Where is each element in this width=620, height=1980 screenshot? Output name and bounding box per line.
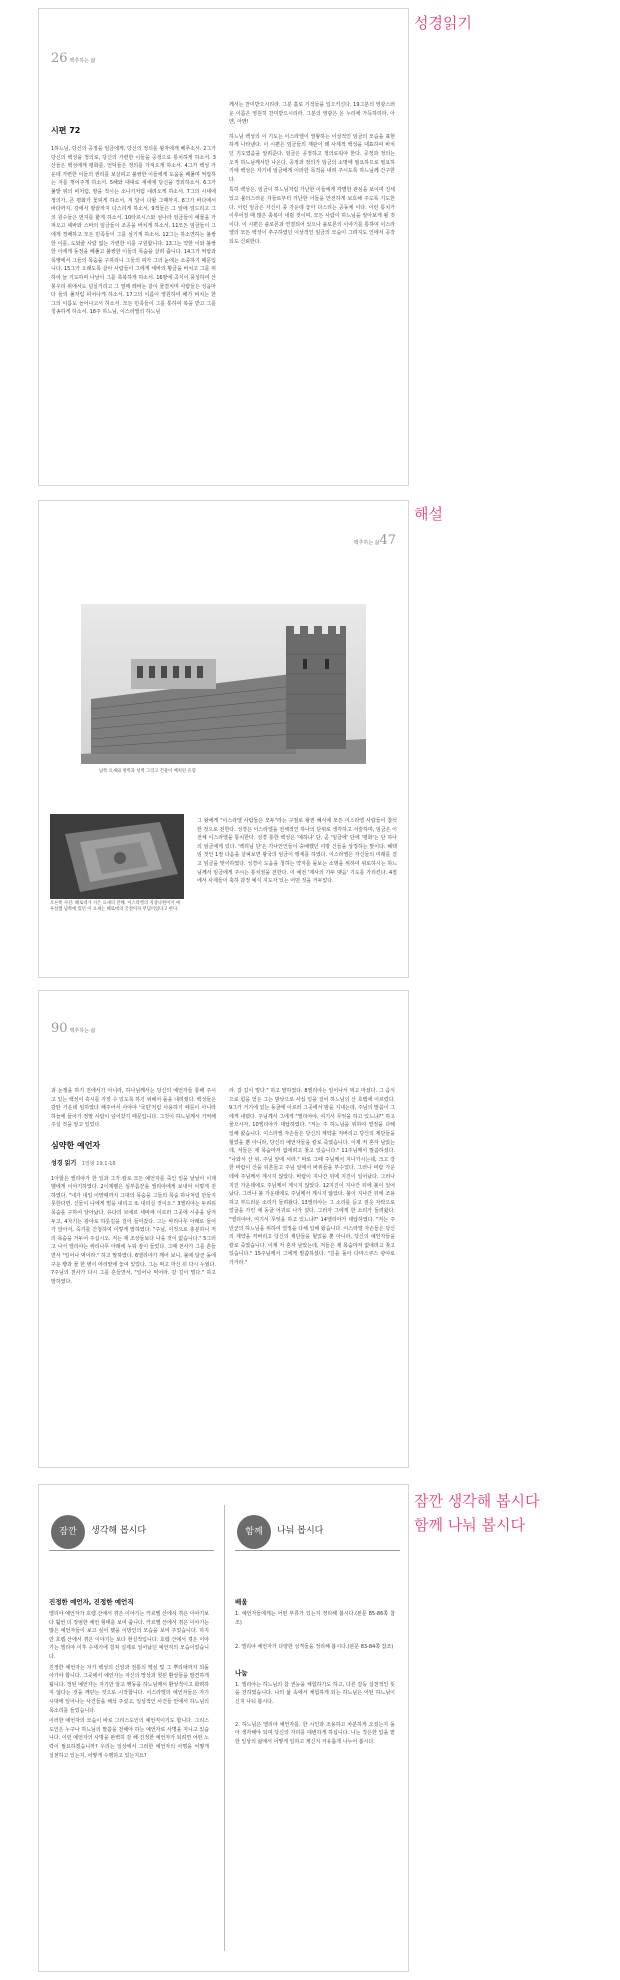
scripture-text: 1아합은 엘리야가 한 일과 그가 칼로 모든 예언자를 죽인 일을 낱낱이 이제벨에게 이야기하였다. 2이제벨은 심부름꾼을 엘리야에게 보내어 이렇게 전하였다. "내가 내일 이맘때까지 그대의 목숨을 그들의 목숨 하나처럼 만들지 못한다면, 신들이 나에게 벌을 내리고 또 내리실 것이오." 3엘리야는 두려워 목숨을 구하여 달아났다. 유다의 브에르 세바에 이르러 그곳에 시종을 남겨 두고, 4자기는 광야로 하룻길을 걸어 들어갔다. 그는 싸리나무 아래로 들어가 앉아서, 죽기를 간청하여 이렇게 말하였다. "주님, 이것으로 충분하니 저의 목숨을 거두어 주십시오. 저는 제 조상들보다 나을 것이 없습니다." 5그러고 나서 엘리야는 싸리나무 아래에 누워 잠이 들었다. 그때 천사가 그를 흔들면서 "일어나 먹어라." 하고 말하였다. 6엘리야가 깨어 보니, 불에 달군 돌에 구운 빵과 물 한 병이 머리맡에 놓여 있었다. 그는 먹고 마신 뒤 다시 누웠다. 7주님의 천사가 다시 그를 흔들면서, "일어나 먹어라. 갈 길이 멀다." 하고 말하였다. (51, 1175, 216, 1285)
side-label-think: 잠깐 생각해 봅시다 (414, 1492, 540, 1510)
psalm-text: 1하느님, 당신의 공정을 임금에게, 당신의 정의를 왕자에게 베푸소서. 2그가 당신의 백성을 정의로, 당신의 가련한 이들을 공정으로 통치하게 하소서. 3산들은 백성에게 평화를, 언덕들은 정의를 가져오게 하소서. 4그가 백성 가운데 가련한 이들의 권리를 보살피고 불쌍한 이들에게 도움을 베풀며 억압하는 자를 꺾어주게 하소서. 5해와 대대로 세세에 당신을 경외하소서. 6그가 풀밭 위의 비처럼, 땅을 적시는 소나기처럼 내려오게 하소서. 7그의 시대에 정의가, 큰 평화가 꽃피게 하소서, 저 달이 다할 그때까지. 8그가 바다에서 바다까지, 강에서 땅끝까지 다스리게 하소서. 9적들은 그 앞에 엎드리고 그의 원수들은 먼지를 핥게 하소서. 10타르시스와 섬나라 임금들이 예물을 가져오고 셰바와 스바의 임금들이 조공을 바치게 하소서. 11모든 임금들이 그에게 경배하고 모든 민족들이 그를 섬기게 하소서. 12그는 하소연하는 불쌍한 이를, 도와줄 사람 없는 가련한 이를 구원합니다. 13그는 약한 이와 불쌍한 이에게 동정을 베풀고 불쌍한 이들의 목숨을 살려 줍니다. 14그가 억압과 폭행에서 그들의 목숨을 구하리니 그들의 피가 그의 눈에는 소중하기 때문입니다. 15그가 오래도록 살아 사람들이 그에게 세바의 황금을 바치고 그를 위하여 늘 기도하며 나날이 그를 축복하게 하소서. 16땅에 곡식이 풍성하여 산봉우리 위에서도 넘실거리고 그 열매 레바논 같이 물결치며 사람들은 성읍마다 들의 풀처럼 피어나게 하소서. 17그의 이름이 영원하여 해가 비치는 한 그의 이름도 늘어나고서 하소서. 모든 민족들이 그를 통하여 복을 받고 그를 칭송하게 하소서. 18주 하느님, 이스라엘의 하느님 (51, 146, 216, 316)
page-number: 맥추하는 삶47 (353, 533, 396, 548)
think-text: 진정한 예언자는 자기 백성의 신앙과 전통의 핵심 및 그 뿌리에까지 되돌아가야 합니다. 그곳에서 예언자는 자신의 망상과 헛된 환상들을 발견하게 됩니다. 정된 예언자는 자기만 알고 행동을 하느님께서 환상적이고 화려하지 않다는 것을 깨닫는 것으로 시작합니다. 이스라엘의 예언자들은 자기 시대에 일어나는 사건들을 해석 주셨고, 일상적인 사건들 안에서 하느님의 목소리를 들었습니다. (49, 1664, 209, 1714)
reading-label: 성경 읽기 1열왕 19,1-18 (51, 1159, 116, 1167)
page-psalm-72 (38, 8, 409, 486)
think-box-title: 생각해 봅시다 (91, 1526, 147, 1536)
share-subheading-share: 나눔 (235, 1668, 248, 1677)
scripture-text: 라. 갈 길이 멀다." 하고 말하였다. 8엘리야는 일어나서 먹고 마셨다. 그 음식으로 힘을 얻은 그는 밤낮으로 사십 일을 걸어 하느님의 산 호렙에 이르렀다. 9그가 거기에 있는 동굴에 이르러 그곳에서 밤을 지내는데, 주님의 말씀이 그에게 내렸다. 주님께서 그에게 "엘리야야, 여기서 무엇을 하고 있느냐?" 하고 물으시자, 10엘리야가 대답하였다. "저는 주 하느님을 위하여 열정을 다해 일해 왔습니다. 이스라엘 자손들은 당신의 계약을 저버리고 당신의 제단들을 헐었을 뿐 아니라, 당신의 예언자들을 칼로 죽였습니다. 이제 저 혼자 남았는데, 저들은 제 목숨마저 없애려고 찾고 있습니다." 11주님께서 말씀하셨다. "나와서 산 위, 주님 앞에 서라." 바로 그때 주님께서 지나가시는데, 크고 강한 바람이 산을 뒤흔들고 주님 앞에서 바위들을 부수었다. 그러나 바람 가운데에 주님께서 계시지 않았다. 바람이 지나간 뒤에 지진이 일어났다. 그러나 지진 가운데에도 주님께서 계시지 않았다. 12지진이 지나간 뒤에 불이 일어났다. 그러나 불 가운데에도 주님께서 계시지 않았다. 불이 지나간 뒤에 조용하고 부드러운 소리가 들려왔다. 13엘리야는 그 소리를 듣고 겉옷 자락으로 얼굴을 가린 채 동굴 어귀로 나가 섰다. 그러자 그에게 한 소리가 들려왔다. "엘리야야, 여기서 무엇을 하고 있느냐?" 14엘리야가 대답하였다. "저는 주 만군의 하느님을 위하여 열정을 다해 일해 왔습니다. 이스라엘 자손들은 당신의 계약을 저버리고 당신의 제단들을 헐었을 뿐 아니라, 당신의 예언자들을 칼로 죽였습니다. 이제 저 혼자 남았는데, 저들은 제 목숨마저 없애려고 찾고 있습니다." 15주님께서 그에게 말씀하셨다. "길을 돌아 다마스쿠스 광야로 가거라." (229, 1088, 395, 1266)
right-column (229, 1087, 395, 1457)
side-label-reading: 성경읽기 (414, 14, 472, 32)
page-elijah (38, 990, 409, 1468)
think-badge: 잠깐 (51, 1515, 85, 1549)
share-box-title: 나눠 봅시다 (277, 1526, 324, 1536)
section-heading: 시편 72 (51, 126, 81, 135)
share-box (235, 1499, 400, 1963)
left-column (51, 125, 216, 471)
think-text: 엘리야 예언자가 호렙 산에서 겪은 이야기는 카르멜 산에서 겪은 이야기보다 훨씬 더 장엄한 예언 형태를 보여 줍니다. 카르멜 산에서 겪은 이야기는 많은 예언자들이 보고 싶어 했을 이방인의 모습을 보여 주었습니다. 하지만 호렙 산에서 겪은 이야기는 보다 현실적입니다. 호렙 산에서 겪은 이야기는 엘리야 이후 수세기에 걸쳐 실제로 일어났던 예언직의 모습이었습니다. (49, 1611, 209, 1660)
fortress-photo (81, 604, 366, 764)
think-text: 이러한 예언자의 모습이 바로 그리스도인의 예언직이기도 합니다. 그리스도인은 누구나 하느님의 말씀을 전해야 하는 예언자로 사명을 지니고 있습니다. 이런 예언자의 사명을 완벽히 잘 해 진정한 예언자가 되려면 어떤 노력이 필요하겠습니까? 우리는 일상에서 그러한 예언자의 사명을 어떻게 실천하고 있는지, 어떻게 수행하고 있는지요? (49, 1718, 209, 1759)
psalm-text-end: 께서는 찬미받으시리라. 그분 홀로 기적들을 일으키신다. 19그분의 영광스러운 이름은 영원히 찬미받으시리라. 그분의 영광은 온 누리에 가득하리라. 아멘, 아멘! (229, 102, 395, 126)
share-box-header (235, 1513, 400, 1551)
photo-caption: 오른쪽 사진: 헤로데가 지은 요새의 잔해. 이스라엘의 지상낙원이자 예루살렘 남쪽에 있던 이 요새는 헤로데의 궁전이자 무덤이었다고 한다. (50, 901, 180, 912)
page-discussion (38, 1484, 409, 1972)
section-heading: 심약한 예언자 (51, 1140, 101, 1150)
commentary-text: 특히 백성은, 임금이 하느님처럼 가난한 이들에게 각별한 관심을 보이며 진세 있고 불의스러운 자들로부터 가난한 이들을 안전하게 보호해 주도록 기도한다. 이런 임금은 자신이 종 가운데 놓아 다스리는 공동체 이다. 이런 통치가 이루어질 때 많은 축복이 내릴 것이며, 모든 사람이 하느님을 알아보게 될 것이다. 이 시편은 솔로몬과 연결되어 있으나 솔로몬의 이야기를 통하여 이스라엘의 모든 백성이 추구하였던 이상적인 임금의 모습이 그려지도 인에서 공작되도 신뢰한다. (229, 187, 395, 245)
page-commentary (38, 500, 409, 978)
question: 1. 예언자들에게는 어떤 부류가 있는지 정리해 봅시다.(본문 85-86쪽 참조) (235, 1611, 395, 1626)
side-label-commentary: 해설 (414, 505, 443, 523)
think-box-body (49, 1597, 209, 1957)
page-number: 90 맥추하는 삶 (51, 1021, 96, 1036)
share-badge: 함께 (237, 1515, 271, 1549)
question: 2. 엘리야 예언자가 다양한 성격들을 정리해 봅시다.(본문 83-84쪽 참조) (235, 1644, 394, 1651)
think-box (49, 1499, 214, 1963)
question: 2. 하느님은 엘리야 예언자를, 한 시인과 조용하고 차분하게 오셨는지 돌아 생각해야 되며 당신의 자리를 대변하게 하십니다. 나는 작은한 일을 맡한 일상의 삶에서 어떻게 일하고 계신지 자유롭게 나누어 봅시다. (235, 1721, 395, 1745)
share-box-body (235, 1597, 395, 1957)
left-column (51, 1087, 216, 1457)
think-box-header (49, 1513, 214, 1551)
question: 1. 엘리야는 하느님의 참 권능을 체험하기도 하고, 다른 갈등 실천적인 뜻을 전하였습니다. 나의 삶 속에서 체험하게 되는 하느님은 어떤 하느님이신지 나눠 봅시다. (235, 1681, 395, 1705)
page-number: 26 맥추하는 삶 (51, 51, 96, 66)
think-heading: 진정한 예언자, 진정한 예언직 (49, 1598, 134, 1606)
photo-caption: 남쪽 요새와 방벽과 성벽 그리고 건물이 배치된 유형 (99, 769, 196, 774)
commentary-text: 하느님 백성의 이 기도는 이스라엘이 열왕하는 이상적인 임금의 모습을 표현하게 나타낸다. 이 시편은 임금들의 재판이 왜 사제적 백성을 대표하여 바치던 기도였음을 알려준다. 임금은 공정하고 정의로워야 한다. 공정과 정의는 오직 하느님께서만 나온다. 공정과 정의가 임금의 소명에 필요하므로 필요하기에 백성은 자기네 임금에게 이러한 목적을 내려 주시도록 하느님께 간구한다. (229, 133, 395, 183)
commentary-text: 그 왕에게 "이스라엘 사람들은 모두"라는 구절로 왕권 혜식에 모든 이스라엘 사람들이 참석한 것으로 전한다. 성경은 이스라엘을 전체적인 하나의 단위로 생각하고 서술하며, 임금은 이 전체 이스라엘을 통치한다. 성경 통한 백성은 '예하냐' 단, 곧 '임금에' 단에 '평화'는 단 하나의 임금에게 있다. '백리님 단'은 가나안인들이 숭배했던 이방 신들을 상징하는 말이다. 혜택임 것인 1절 다음을 살펴보면 왕국의 임금이 맹세를 하였다. 이스라엘은 자신들의 미래를 걸고 임금을 맞이하였다. 성경이 도움을 청하는 약자를 돌보는 소명을 위하여 위로하시는 하느님께서 임금에게 주시는 통치권을 전한다. 이 예전 '제사의 가두 맺음' 기도를 가리킨다. 4절에서 사제들이 축하 과정 예식 지도자 있는 어떤 것을 거두었다. (197, 818, 397, 885)
intro-text: 과 논쟁을 하기 전에서가 아니라, 하나님께서는 당신의 예언자들 통해 주시고 있는 백성이 혹시를 가장 수 있도록 하기 위해서 돌을 내려줬다. 백성들은 감탄 가운데 임하였다 해주어서 사야야 '국민'처럼 사용하기 때문이 아니라 하늘에 들어가 정말 사람이 넘어갔기 때문입니다. 그것이 하느님께서 기억해 주실 것을 알고 있었다. (51, 1088, 216, 1129)
side-label-share: 함께 나눠 봅시다 (414, 1516, 525, 1534)
share-subheading-learn: 배움 (235, 1598, 248, 1606)
aerial-ruins-photo (50, 814, 184, 899)
column-divider (224, 1505, 225, 1951)
right-column (229, 101, 395, 471)
commentary-column (197, 817, 397, 967)
